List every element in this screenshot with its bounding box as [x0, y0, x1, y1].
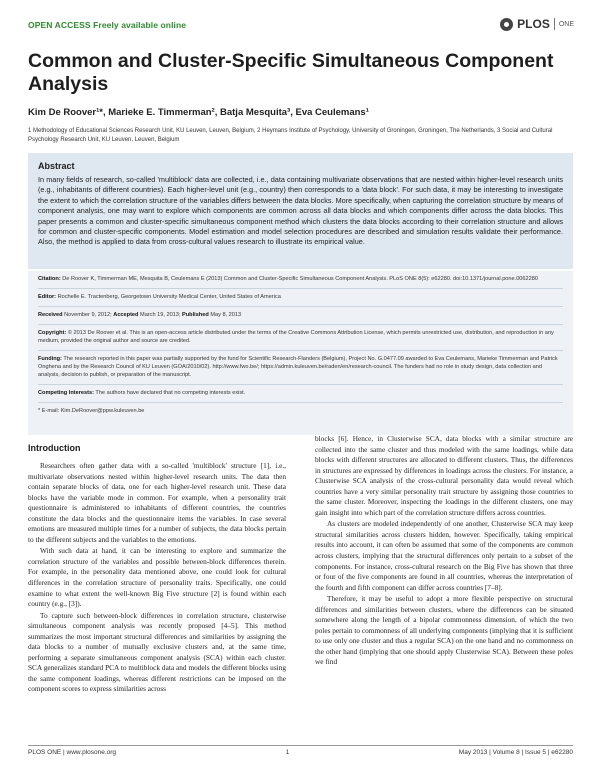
paragraph: Therefore, it may be useful to adopt a more flexible perspective on structural differences and similarities between clusters, where the differences can be situated somewhere along the length of a bipolar commonness dimension, of which the two poles pertain to commonness of all underlying components (implying that it is sufficient to use only one cluster and thus a regular SCA) on the one hand and no commonness on the other hand (implying that one should apply Clusterwise SCA). Between these poles we find: [315, 594, 573, 667]
divider: [38, 324, 563, 325]
funding-label: Funding:: [38, 356, 62, 362]
funding: [38, 355, 563, 379]
divider: [38, 402, 563, 403]
copyright-label: Copyright:: [38, 330, 67, 336]
right-column: [315, 434, 573, 668]
left-column: [28, 443, 286, 695]
paragraph: To capture such between-block differences in correlation structure, clusterwise simultaneous component analysis was recently proposed [4–5]. This method summarizes the most important structural differences and similarities by assigning the data blocks to a number of mutually exclusive clusters and, at the same time, performing a separate simultaneous component analysis (SCA) within each cluster. SCA generalizes standard PCA to multiblock data and models the different blocks using the same component loadings, whereas different restrictions can be imposed on the component scores to express similarities across: [28, 610, 286, 694]
citation-label: Citation:: [38, 276, 61, 282]
footer-rule: [28, 745, 573, 746]
competing-label: Competing Interests:: [38, 390, 94, 396]
article-metadata: [28, 271, 573, 435]
received-label: Received: [38, 312, 63, 318]
plos-logo-icon: [500, 18, 513, 31]
logo-divider: [554, 18, 555, 30]
plos-logo: [500, 17, 574, 31]
paragraph: As clusters are modeled independently of one another, Clusterwise SCA may keep structural similarities across clusters hidden, however. Specifically, taking empirical results into account, it can often be assumed that some of the components are common across clusters, implying that the structural differences only pertain to a subset of the components. For instance, cross-cultural research on the Big Five has shown that three or four of the five components are found in all countries, whereas the interpretation of the fourth and fifth component can differ across countries [7–8].: [315, 519, 573, 592]
introduction-heading: Introduction: [28, 443, 81, 453]
citation-text: De Roover K, Timmerman ME, Mesquita B, Ceulemans E (2013) Common and Cluster-Specific Simultaneous Component Analysis. PLoS ONE 8(5): e62280. doi:10.1371/journal.pone.0062280: [62, 276, 538, 282]
affiliations: 1 Methodology of Educational Sciences Research Unit, KU Leuven, Leuven, Belgium, 2 Heymans Institute of Psychology, University of Groningen, Groningen, The Netherlands, 3 Social and Cultural Psychology Research Unit, KU Leuven, Leuven, Belgium: [28, 128, 553, 143]
competing-text: The authors have declared that no competing interests exist.: [95, 390, 246, 396]
competing-interests: [38, 389, 563, 397]
footer-journal[interactable]: PLOS ONE | www.plosone.org: [28, 749, 117, 756]
open-access-text: OPEN ACCESS Freely available online: [28, 20, 187, 30]
page-footer: [28, 749, 573, 756]
page-number: 1: [285, 749, 290, 756]
paragraph: Researchers often gather data with a so-called 'multiblock' structure [1], i.e., multivariate observations nested within higher-level research units. The data then contain separate blocks of data, one for each higher-level research unit. These data blocks have the variable mode in common. For example, when a personality trait questionnaire is administered to inhabitants of different countries, the countries constitute the data blocks and the questionnaire items the variables. In case several emotions are measured multiple times for a number of subjects, the data blocks pertain to the different subjects and the variables to the emotions.: [28, 461, 286, 544]
copyright: [38, 329, 563, 345]
footer-issue: May 2013 | Volume 8 | Issue 5 | e62280: [458, 749, 573, 756]
email-link[interactable]: * E-mail: Kim.DeRoover@ppw.kuleuven.be: [38, 408, 145, 414]
dates: [38, 311, 563, 319]
plos-logo-text: PLOS: [517, 17, 550, 31]
paper-title: Common and Cluster-Specific Simultaneous Component Analysis: [28, 50, 554, 95]
received-date: November 9, 2012;: [64, 312, 112, 318]
paragraph: blocks [6]. Hence, in Clusterwise SCA, data blocks with a similar structure are collected into the same cluster and thus modeled with the same loadings, while data blocks with different structures are allocated to different clusters. Thus, the differences in structures are expressed by differences in loadings across the clusters. For instance, a Clusterwise SCA analysis of the cross-cultural personality data would reveal which countries have a very similar personality trait structure by assigning those countries to the same cluster. Moreover, inspecting the loadings in the different clusters, one may gain insight into which part of the correlation structure differs across countries.: [315, 434, 573, 517]
accepted-date: March 19, 2013;: [140, 312, 181, 318]
divider: [38, 288, 563, 289]
published-date: May 8, 2013: [210, 312, 242, 318]
divider: [38, 306, 563, 307]
plos-logo-sub: ONE: [558, 20, 574, 28]
editor-label: Editor:: [38, 294, 57, 300]
abstract-box: [28, 153, 573, 269]
citation: [38, 275, 563, 283]
editor: [38, 293, 563, 301]
paragraph: With such data at hand, it can be interesting to explore and summarize the correlation structure of the variables and possible between-block differences therein. For example, in the personality data mentioned above, one could look for cultural differences in the correlation structure of personality traits. Specifically, one could examine to what extent the well-known Big Five structure [2] is found within each country (e.g., [3]).: [28, 546, 286, 609]
divider: [38, 350, 563, 351]
divider: [38, 384, 563, 385]
copyright-text: © 2013 De Roover et al. This is an open-access article distributed under the terms of the Creative Commons Attribution License, which permits unrestricted use, distribution, and reproduction in any medium, provided the original author and source are credited.: [38, 330, 554, 344]
published-label: Published: [182, 312, 209, 318]
abstract-text: In many fields of research, so-called 'multiblock' data are collected, i.e., data containing multivariate observations that are nested within higher-level research units (e.g., inhabitants of different countries). Each higher-level unit (e.g., country) then corresponds to a 'data block'. For such data, it may be interesting to investigate the extent to which the correlation structure of the variables differs between the data blocks. More specifically, when capturing the correlation structure by means of component analysis, one may want to explore which components are common across all data blocks and which components differ across the data blocks. This paper presents a common and cluster-specific simultaneous component method which clusters the data blocks according to their correlation structure and allows for common and cluster-specific components. Model estimation and model selection procedures are described and simulation results validate their performance. Also, the method is applied to data from cross-cultural values research to illustrate its empirical value.: [38, 175, 563, 247]
editor-text: Rochelle E. Tractenberg, Georgetown University Medical Center, United States of America: [57, 294, 281, 300]
author-list: Kim De Roover¹*, Marieke E. Timmerman², Batja Mesquita³, Eva Ceulemans¹: [28, 107, 369, 118]
accepted-label: Accepted: [113, 312, 139, 318]
funding-text: The research reported in this paper was partially supported by the fund for Scientific Research-Flanders (Belgium), Project No. G.0477.09 awarded to Eva Ceulemans, Marieke Timmerman and Patrick Onghena and by the Research Council of KU Leuven (GOA/2010/02). http://www.fwo.be/; https://admin.kuleuven.be/raden/en/research-council. The funders had no role in study design, data collection and analysis, decision to publish, or preparation of the manuscript.: [38, 356, 558, 378]
abstract-heading: Abstract: [38, 161, 75, 171]
open-access-banner: [28, 20, 186, 30]
